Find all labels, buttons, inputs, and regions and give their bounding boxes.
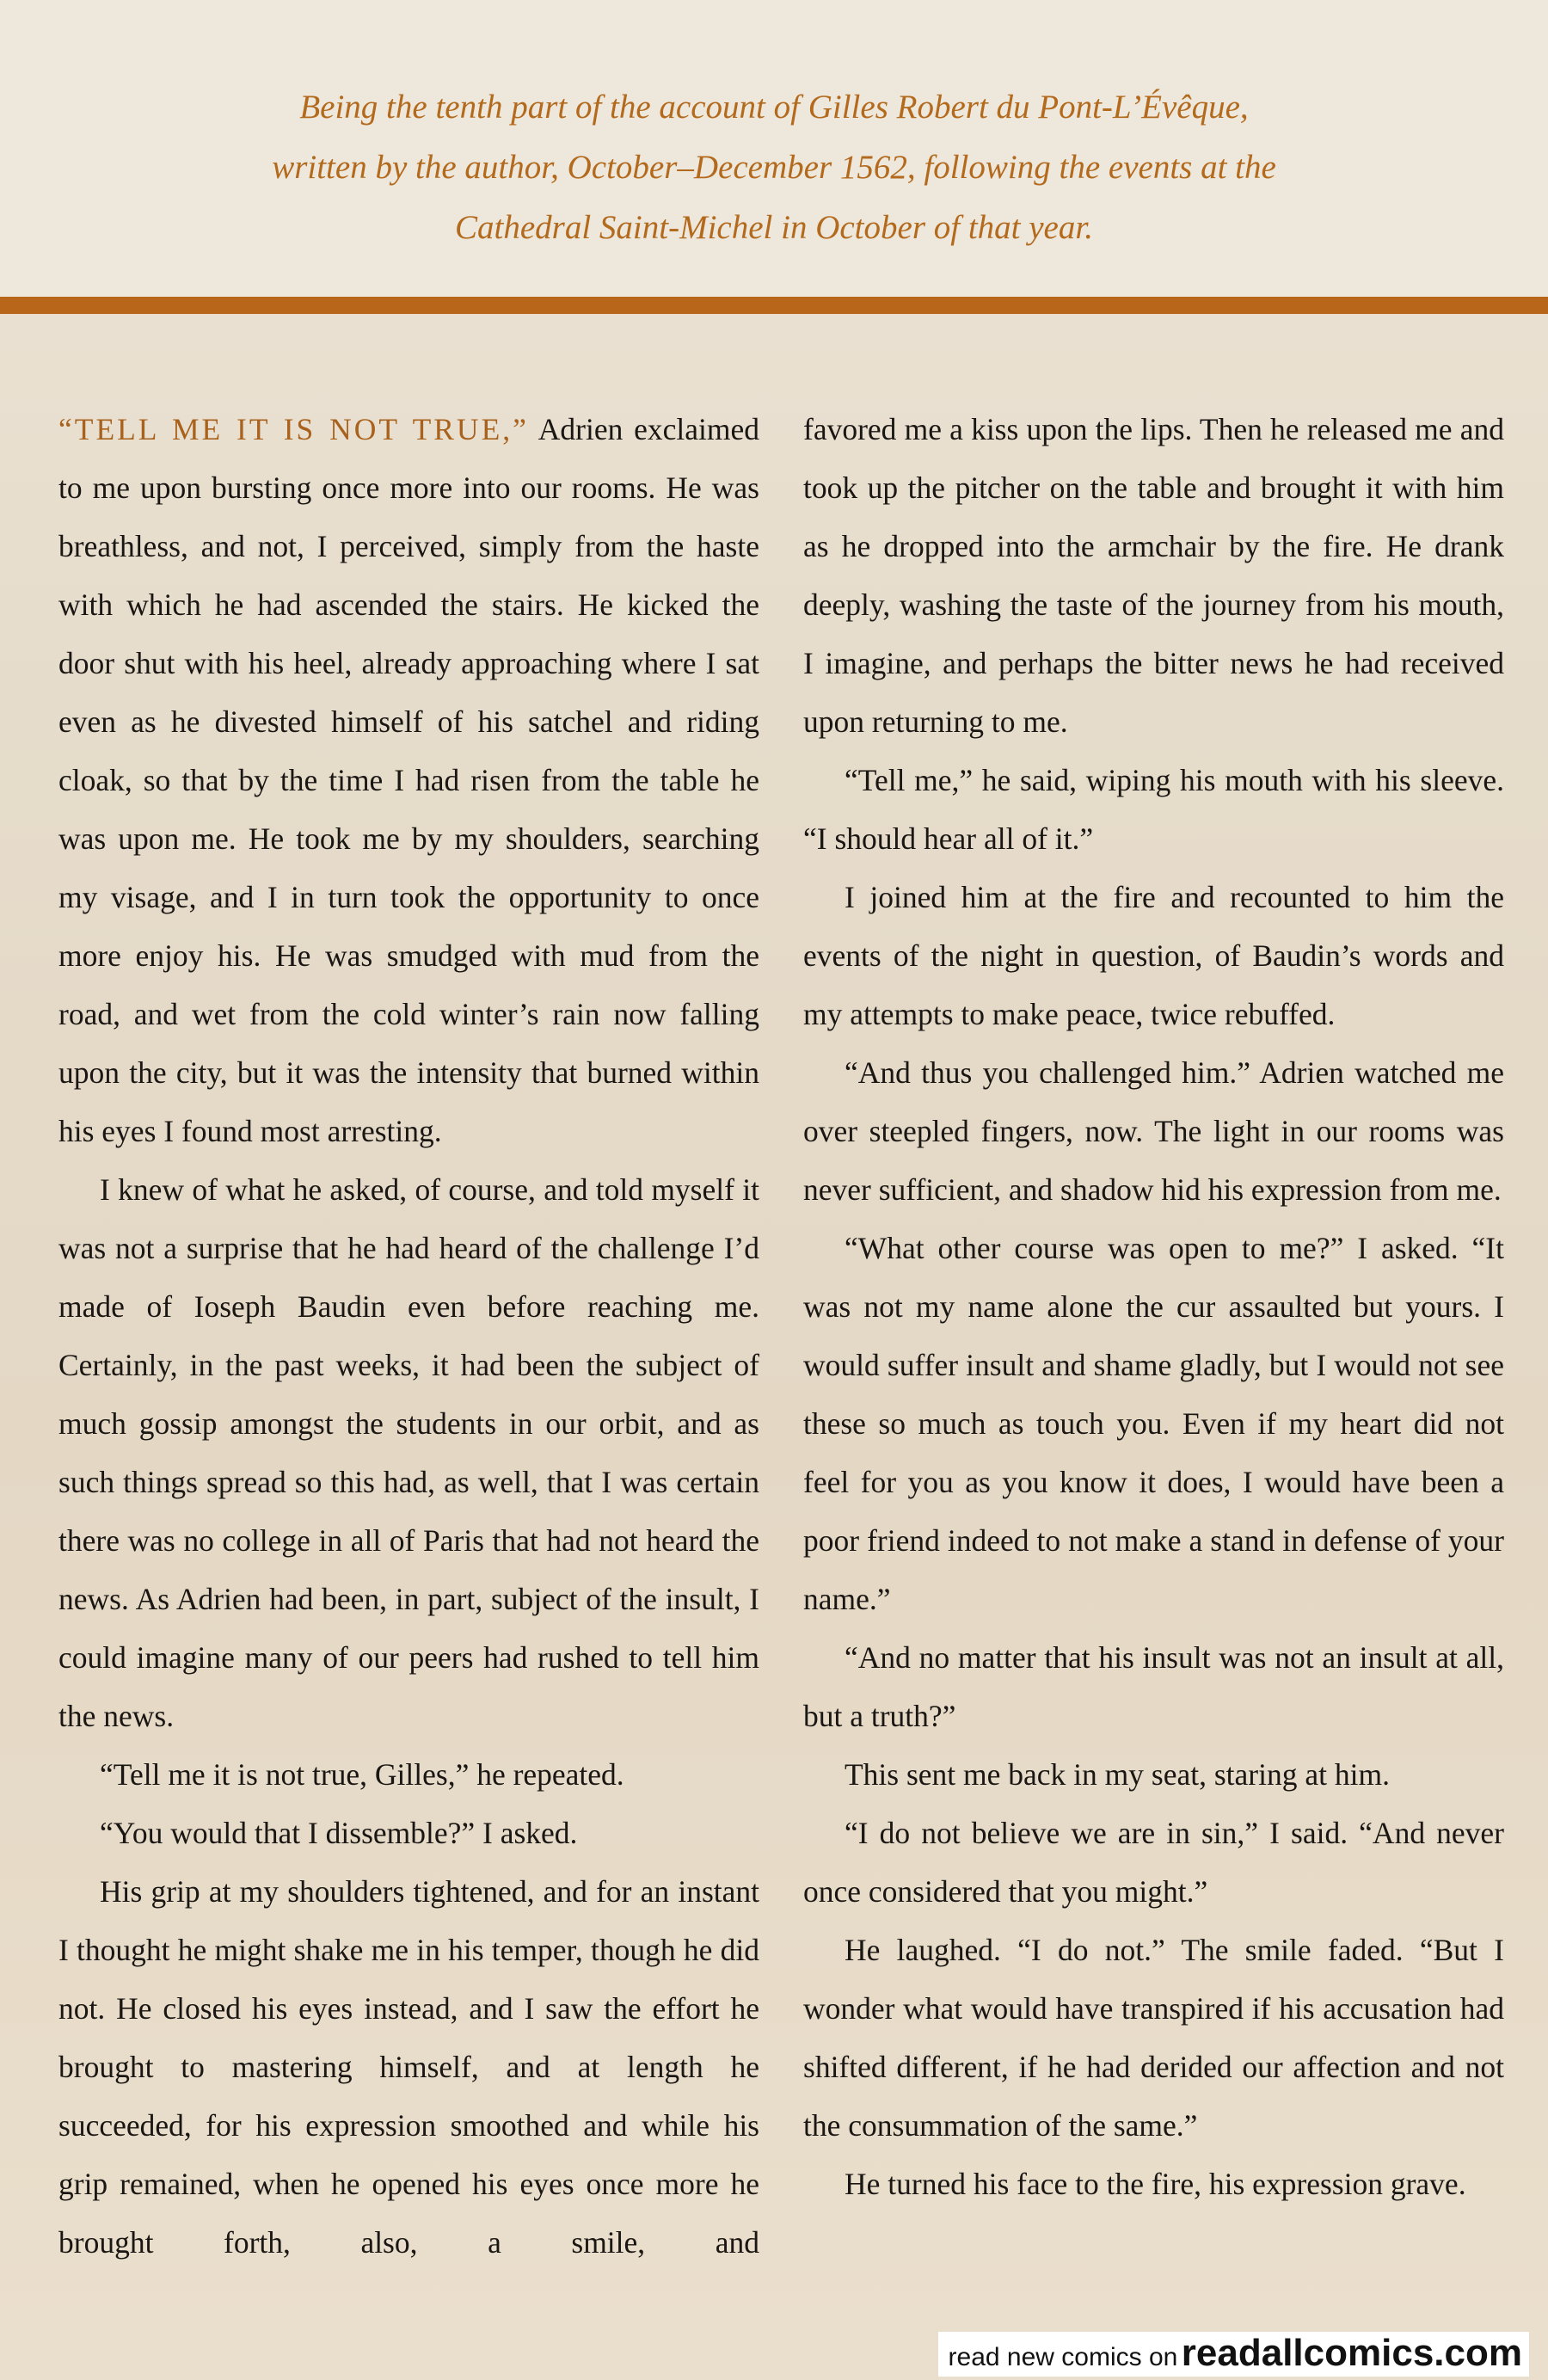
paragraph: “You would that I dissemble?” I asked.: [100, 1816, 578, 1850]
paragraph: He laughed. “I do not.” The smile faded. “But I wonder what would have transpired if his accusation had shifted different, if he had derided our affection and not the consummation of the same.”: [803, 1933, 1504, 2143]
watermark-site: readallcomics.com: [1181, 2332, 1522, 2374]
paragraph: “And no matter that his insult was not an insult at all, but a truth?”: [803, 1640, 1504, 1733]
paragraph: “What other course was open to me?” I asked. “It was not my name alone the cur assaulted but yours. I would suffer insult and shame gladly, but I would not see these so much as touch you. Even if my heart did not feel for you as you know it does, I would have been a poor friend indeed to not make a stand in defense of your name.”: [803, 1231, 1504, 1616]
intro-line-1: Being the tenth part of the account of Gilles Robert du Pont-L’Évêque,: [299, 89, 1249, 126]
watermark-prefix: read new comics on: [948, 2343, 1178, 2371]
paragraph: “And thus you challenged him.” Adrien watched me over steepled fingers, now. The light in our rooms was never sufficient, and shadow hid his expression from me.: [803, 1055, 1504, 1207]
intro-line-3: Cathedral Saint-Michel in October of that year.: [455, 209, 1093, 246]
opening-words: “TELL ME IT IS NOT TRUE,”: [58, 412, 529, 446]
intro-epigraph: [146, 77, 1402, 258]
paragraph: favored me a kiss upon the lips. Then he released me and took up the pitcher on the table and brought it with him as he dropped into the armchair by the fire. He drank deeply, washing the taste of the journey from his mouth, I imagine, and perhaps the bitter news he had received upon returning to me.: [803, 412, 1504, 739]
watermark-link[interactable]: [938, 2332, 1529, 2377]
paragraph: He turned his face to the fire, his expression grave.: [845, 2167, 1466, 2201]
paragraph: His grip at my shoulders tightened, and for an instant I thought he might shake me in his temper, though he did not. He closed his eyes instead, and I saw the effort he brought to mastering himself, and at length he succeeded, for his expression smoothed and while his grip remained, when he opened his eyes once more he brought forth, also, a smile, and: [58, 1874, 759, 2260]
header-divider-rule: [0, 297, 1548, 314]
paragraph: [58, 400, 759, 1160]
paragraph: I joined him at the fire and recounted to him the events of the night in question, of Baudin’s words and my attempts to make peace, twice rebuffed.: [803, 880, 1504, 1031]
left-text-column: [58, 400, 759, 2272]
paragraph: “Tell me it is not true, Gilles,” he repeated.: [100, 1757, 624, 1792]
paragraph: I knew of what he asked, of course, and told myself it was not a surprise that he had heard of the challenge I’d made of Ioseph Baudin even before reaching me. Certainly, in the past weeks, it had been the subject of much gossip amongst the students in our orbit, and as such things spread so this had, as well, that I was certain there was no college in all of Paris that had not heard the news. As Adrien had been, in part, subject of the insult, I could imagine many of our peers had rushed to tell him the news.: [58, 1172, 759, 1733]
paragraph: This sent me back in my seat, staring at him.: [845, 1757, 1390, 1792]
intro-line-2: written by the author, October–December 1562, following the events at the: [272, 149, 1276, 186]
paragraph: “Tell me,” he said, wiping his mouth with his sleeve. “I should hear all of it.”: [803, 763, 1504, 856]
paragraph-text: Adrien exclaimed to me upon bursting once more into our rooms. He was breathless, and not, I perceived, simply from the haste with which he had ascended the stairs. He kicked the door shut with his heel, already approaching where I sat even as he divested himself of his satchel and riding cloak, so that by the time I had risen from the table he was upon me. He took me by my shoulders, searching my visage, and I in turn took the opportunity to once more enjoy his. He was smudged with mud from the road, and wet from the cold winter’s rain now falling upon the city, but it was the intensity that burned within his eyes I found most arresting.: [58, 412, 759, 1148]
right-text-column: [803, 400, 1504, 2213]
paragraph: “I do not believe we are in sin,” I said. “And never once considered that you might.”: [803, 1816, 1504, 1909]
